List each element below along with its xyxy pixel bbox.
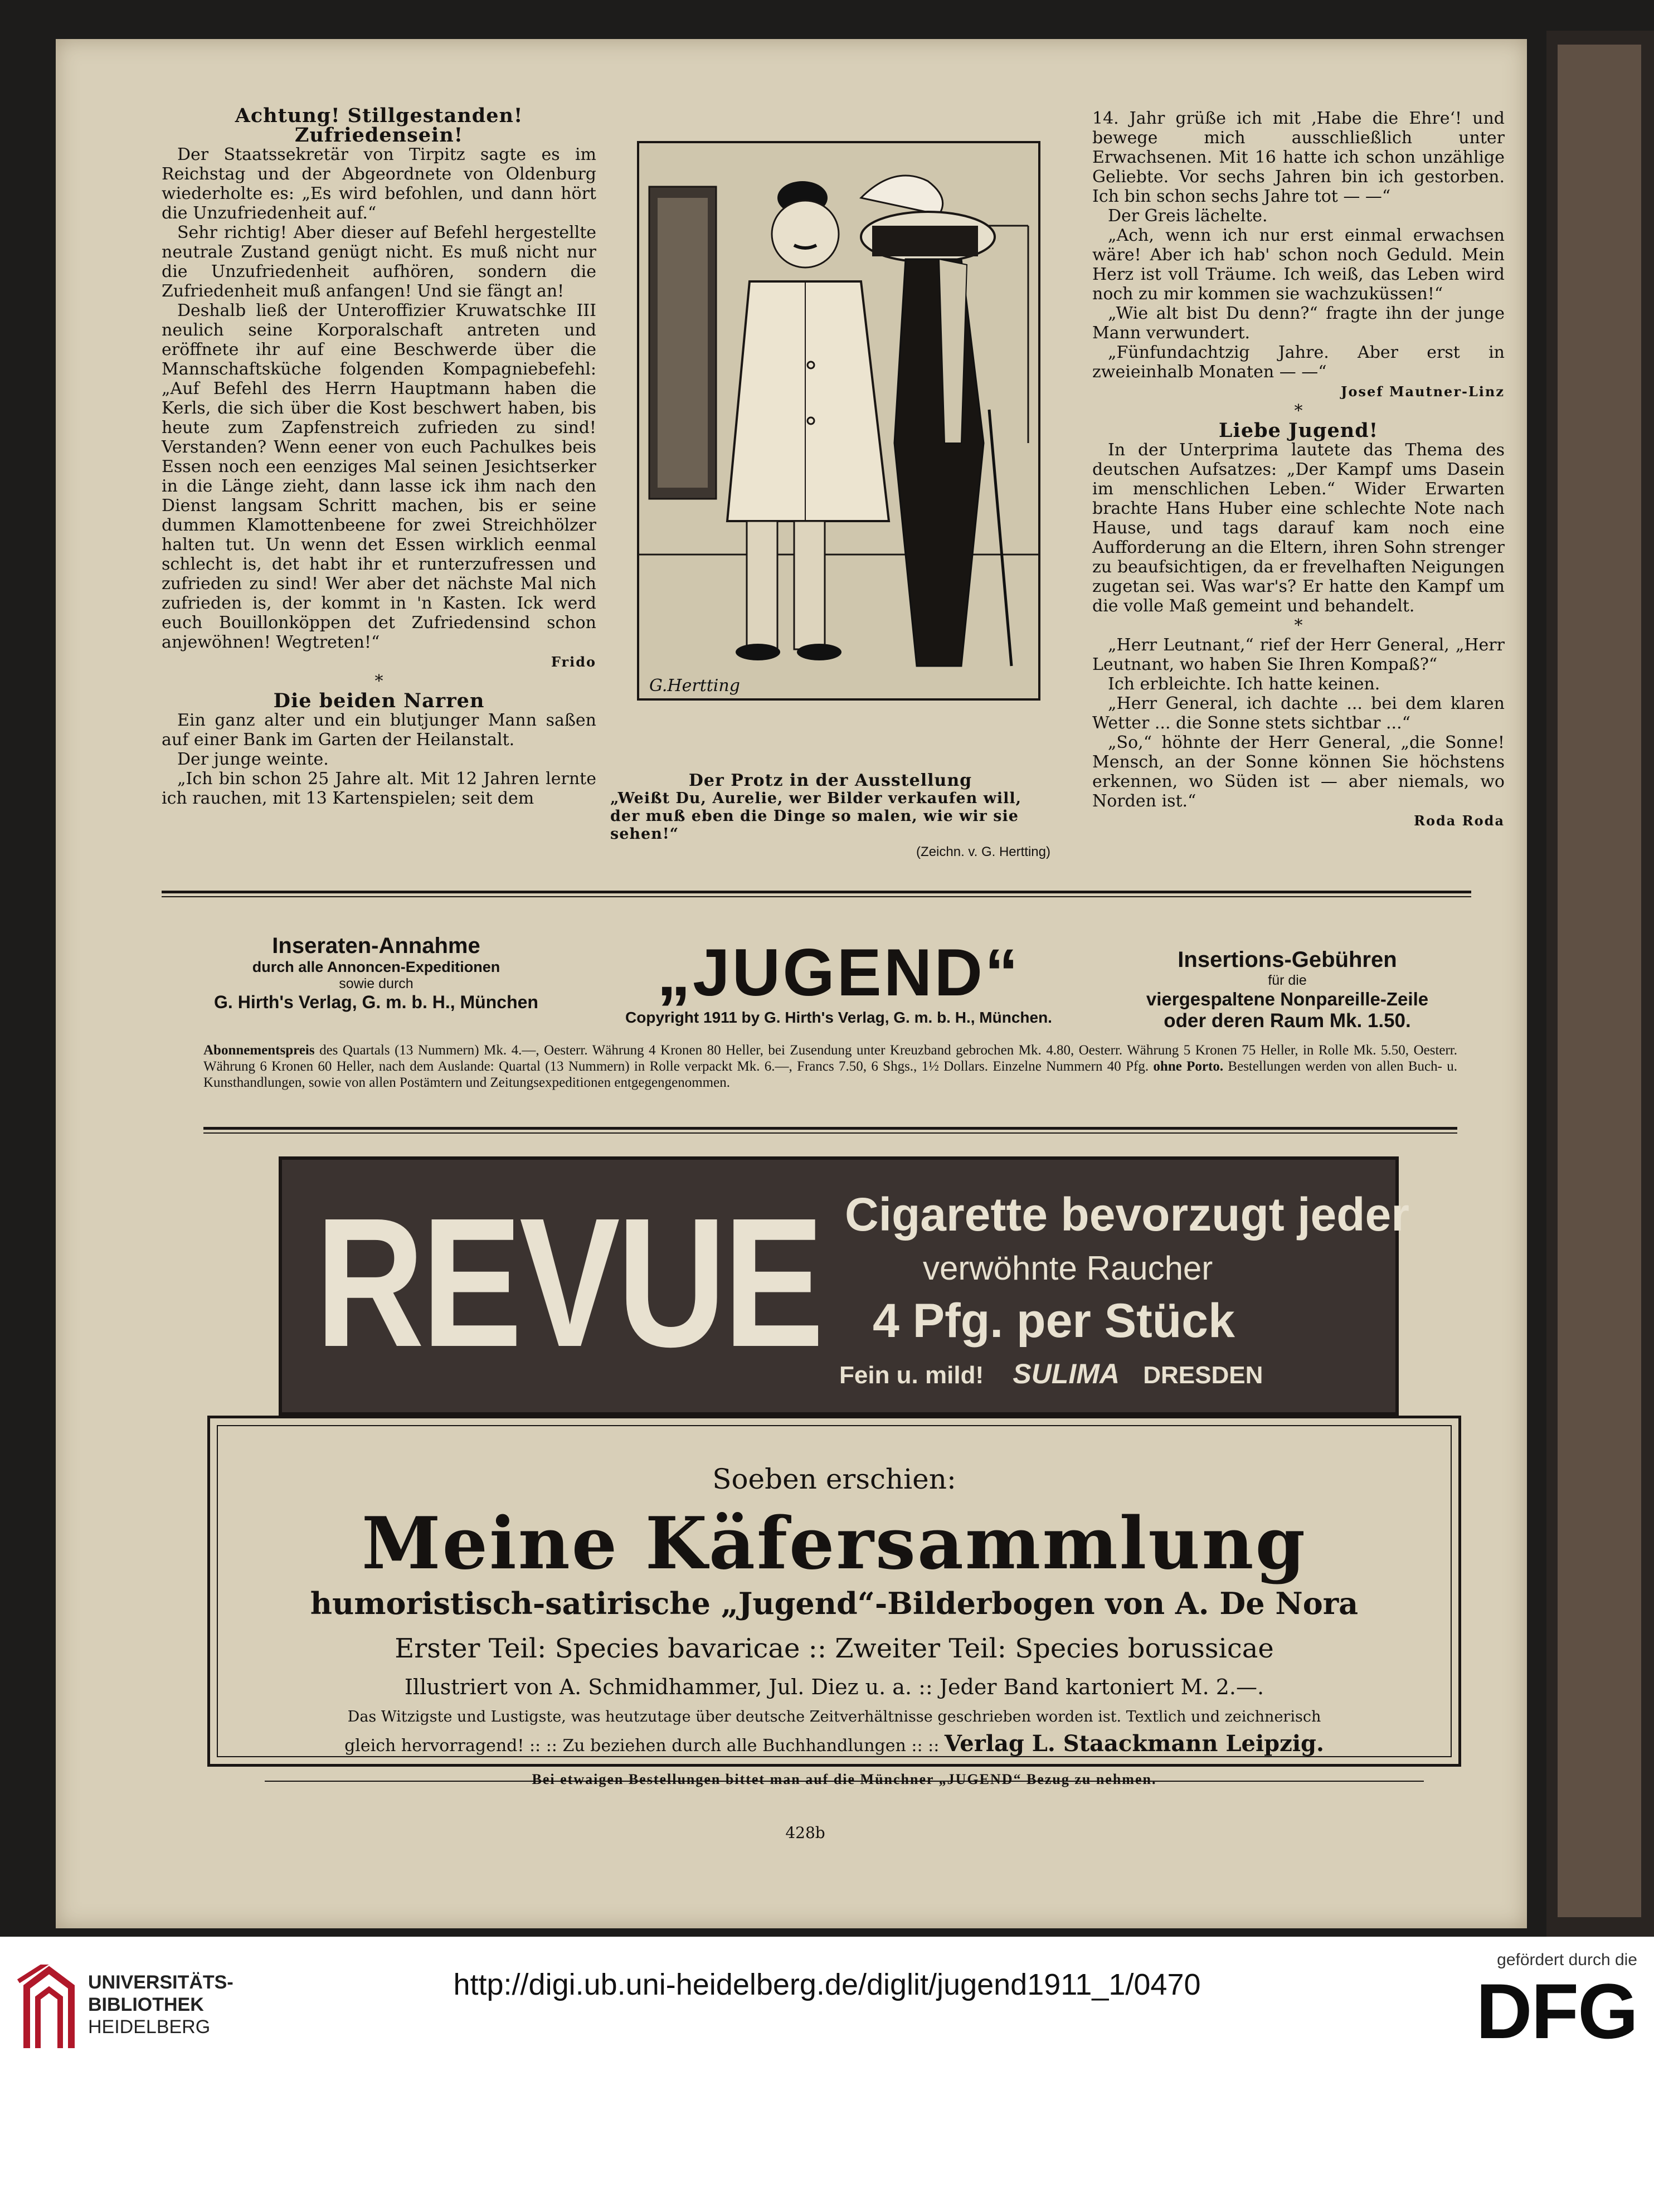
article-heading: Liebe Jugend! — [1218, 419, 1379, 442]
cartoon-illustration — [627, 131, 1050, 769]
article-heading: Achtung! Stillgestanden! Zufriedensein! — [235, 104, 523, 147]
library-name-line: BIBLIOTHEK — [88, 1994, 204, 2015]
page-number: 428b — [785, 1824, 825, 1842]
separator-star: * — [1294, 401, 1303, 421]
revue-city: DRESDEN — [1143, 1362, 1263, 1389]
bottom-note: Bei etwaigen Bestellungen bittet man auf die Münchner „JUGEND“ Bezug zu nehmen. — [532, 1771, 1157, 1787]
dfg-logo: DFG — [1476, 1967, 1637, 2055]
insertion-line: G. Hirth's Verlag, G. m. b. H., München — [214, 992, 538, 1012]
paragraph: „Fünfundachtzig Jahre. Aber erst in zweieinhalb Monaten — —“ — [1092, 343, 1505, 382]
illustration-credit: (Zeichn. v. G. Hertting) — [916, 844, 1050, 859]
sponsor-block — [1453, 1951, 1637, 2053]
subscription-bold: ohne Porto. — [1153, 1059, 1224, 1074]
book-publisher: Verlag L. Staackmann Leipzig. — [944, 1730, 1324, 1757]
artist-mark: G.Hertting — [649, 676, 740, 696]
book-parts: Erster Teil: Species bavaricae :: Zweiter Teil: Species borussicae — [395, 1633, 1274, 1664]
column-right — [1092, 109, 1505, 830]
paragraph: „Herr General, ich dachte ... bei dem klaren Wetter ... die Sonne stets sichtbar ...“ — [1092, 694, 1505, 733]
book-order — [210, 1730, 1458, 1757]
insertion-line: sowie durch — [339, 976, 414, 991]
paragraph: Sehr richtig! Aber dieser auf Befehl hergestellte neutrale Zustand genügt nicht. Es muß nicht nur die Unzufriedenheit aufhören, sondern die Zufriedenheit muß anfangen! Und sie fängt an! — [162, 223, 596, 301]
author-signature: Frido — [551, 654, 596, 670]
library-name-line: HEIDELBERG — [88, 2016, 211, 2038]
insertion-line: durch alle Annoncen-Expeditionen — [252, 959, 500, 975]
paragraph: „Ich bin schon 25 Jahre alt. Mit 12 Jahren lernte ich rauchen, mit 13 Kartenspielen; seit dem — [162, 769, 596, 808]
paragraph: Deshalb ließ der Unteroffizier Kruwatschke III neulich seine Korporalschaft antreten und eröffnete ihr auf eine Beschwerde über die Mannschaftsküche folgenden Kompagniebefehl: „Auf Befehl des Herrn Hauptmann haben die Kerls, die sich über die Kost beschwert haben, bis heute zum Zapfenstreich zufrieden zu sind! Verstanden? Wenn eener von euch Pachulkes beis Essen noch een eenziges Mal seinen Jesichtserker in die Länge zieht, dann lasse ick ihm nach den Dienst langsam Schritt machen, bis er seine dummen Klamottenbeene for zwei Streichhölzer halten tut. Un wenn det Essen wirklich eenmal schlecht is, det habt ihr et runterzufressen und zufrieden zu sind! Wer aber det nächste Mal nich zufrieden is, der kommt in 'n Kasten. Ick werd euch Bouillonköppen det Zufriedensind schon anjewöhnen! Wegtreten!“ — [162, 301, 596, 652]
book-ad — [207, 1416, 1461, 1767]
article-heading: Die beiden Narren — [273, 689, 485, 712]
separator-star: * — [1294, 616, 1303, 635]
paragraph: 14. Jahr grüße ich mit ‚Habe die Ehre‘! und bewege mich ausschließlich unter Erwachsenen. Mit 16 hatte ich schon unzählige Geliebte. Vor sechs Jahren bin ich gestorben. Ich bin schon sechs Jahre tot — —“ — [1092, 109, 1505, 206]
paragraph: Der junge weinte. — [177, 750, 329, 769]
revue-tagline: Fein u. mild! — [839, 1362, 984, 1389]
library-name-line: UNIVERSITÄTS- — [88, 1972, 233, 1993]
paragraph: Der Staatssekretär von Tirpitz sagte es im Reichstag und der Abgeordnete von Oldenburg wiederholte es: „Es wird befohlen, und dann hört die Unzufriedenheit auf.“ — [162, 145, 596, 223]
revue-cigarette-ad — [279, 1156, 1409, 1416]
book-illustrators: Illustriert von A. Schmidhammer, Jul. Diez u. a. :: Jeder Band kartoniert M. 2.—. — [404, 1675, 1264, 1699]
divider-rule — [203, 1127, 1457, 1130]
separator-star: * — [374, 672, 383, 691]
paragraph: Ein ganz alter und ein blutjunger Mann saßen auf einer Bank im Garten der Heilanstalt. — [162, 711, 596, 750]
author-signature: Josef Mautner-Linz — [1341, 383, 1505, 400]
book-announce: Soeben erschien: — [712, 1463, 956, 1495]
fee-line: viergespaltene Nonpareille-Zeile — [1146, 989, 1429, 1009]
fee-line: oder deren Raum Mk. 1.50. — [1164, 1010, 1411, 1032]
illustration-caption — [610, 772, 1050, 861]
subscription-text: des Quartals (13 Nummern) Mk. 4.—, Oesterr. Währung 4 Kronen 80 Heller, bei Zusendung unter Kreuzband gebrochen Mk. 4.80, Oesterr. Währung 5 Kronen 75 Heller, in Rolle Mk. 5.50, Oesterr. Währung 6 Kronen 60 Heller, nach dem Auslande: Quartal (13 Nummern) in Rolle verpackt Mk. 6.—, Francs 7.50, 6 Shgs., 1½ Dollars. Einzelne Nummern 40 Pfg. — [203, 1043, 1458, 1074]
book-edge-pages — [1558, 45, 1641, 1917]
revue-line: verwöhnte Raucher — [923, 1250, 1213, 1287]
divider-rule — [162, 891, 1471, 893]
paragraph: „Herr Leutnant,“ rief der Herr General, „Herr Leutnant, wo haben Sie Ihren Kompaß?“ — [1092, 635, 1505, 674]
masthead-center — [574, 936, 1103, 1027]
sponsor-label: gefördert durch die — [1497, 1951, 1637, 1969]
revue-brand: REVUE — [315, 1179, 821, 1385]
divider-rule — [203, 1132, 1457, 1134]
masthead-right — [1109, 947, 1466, 1032]
paragraph: In der Unterprima lautete das Thema des deutschen Aufsatzes: „Der Kampf ums Dasein im menschlichen Leben.“ Wider Erwarten brachte Hans Huber eine schlechte Note nach Hause, und tags darauf kam noch eine Aufforderung an die Eltern, ihren Sohn strenger zu beaufsichtigen, da er frevelhaften Neigungen zugetan sei. Was war's? Er hatte den Kampf um die volle Maß gemeint und behandelt. — [1092, 440, 1505, 616]
revue-maker: SULIMA — [1013, 1358, 1120, 1389]
source-url[interactable]: http://digi.ub.uni-heidelberg.de/diglit/jugend1911_1/0470 — [453, 1968, 1201, 2001]
journal-title: „JUGEND“ — [656, 935, 1021, 1010]
masthead-left — [192, 934, 560, 1013]
author-signature: Roda Roda — [1414, 813, 1505, 829]
paragraph: Der Greis lächelte. — [1108, 206, 1268, 226]
cartoon-drawing — [627, 131, 1050, 769]
revue-line: Cigarette bevorzugt jeder — [845, 1188, 1409, 1241]
paragraph: „So,“ höhnte der Herr General, „die Sonne! Mensch, an der Sonne können Sie höchstens erkennen, wo Süden ist — aber niemals, wo Norden ist.“ — [1092, 733, 1505, 811]
revue-line — [839, 1358, 1263, 1390]
insertion-title: Inseraten-Annahme — [272, 934, 480, 958]
column-left — [162, 106, 596, 808]
paragraph: „Ach, wenn ich nur erst einmal erwachsen wäre! Aber ich hab' schon noch Geduld. Mein Herz ist voll Träume. Ich weiß, das Leben wird noch zu mir kommen sie wachzuküssen!“ — [1092, 226, 1505, 304]
book-blurb: Das Witzigste und Lustigste, was heutzutage über deutsche Zeitverhältnisse geschrieben worden ist. Textlich und zeichnerisch — [347, 1708, 1321, 1725]
book-order-text: gleich hervorragend! :: :: Zu beziehen durch alle Buchhandlungen :: :: — [344, 1736, 940, 1756]
paragraph: Ich erbleichte. Ich hatte keinen. — [1108, 674, 1380, 694]
copyright-line: Copyright 1911 by G. Hirth's Verlag, G. m. b. H., München. — [625, 1009, 1052, 1026]
subscription-info — [203, 1042, 1457, 1091]
subscription-tail: Bestellungen werden von allen Buch- u. Kunsthandlungen, sowie von allen Postämtern und Zeitungsexpeditionen entgegengenommen. — [203, 1059, 1458, 1090]
digitization-footer — [0, 1937, 1654, 2212]
paragraph: „Wie alt bist Du denn?“ fragte ihn der junge Mann verwundert. — [1092, 304, 1505, 343]
divider-rule — [162, 896, 1471, 897]
book-title: Meine Käfersammlung — [361, 1502, 1307, 1586]
subscription-lead: Abonnementspreis — [203, 1043, 315, 1058]
illustration-title: Der Protz in der Ausstellung — [688, 771, 972, 790]
illustration-quote: „Weißt Du, Aurelie, wer Bilder verkaufen will, der muß eben die Dinge so malen, wie wir sie sehen!“ — [610, 790, 1022, 843]
book-subtitle: humoristisch-satirische „Jugend“-Bilderbogen von A. De Nora — [310, 1586, 1359, 1621]
revue-line: 4 Pfg. per Stück — [873, 1294, 1235, 1348]
fee-title: Insertions-Gebühren — [1178, 947, 1397, 972]
fee-line: für die — [1268, 973, 1307, 988]
